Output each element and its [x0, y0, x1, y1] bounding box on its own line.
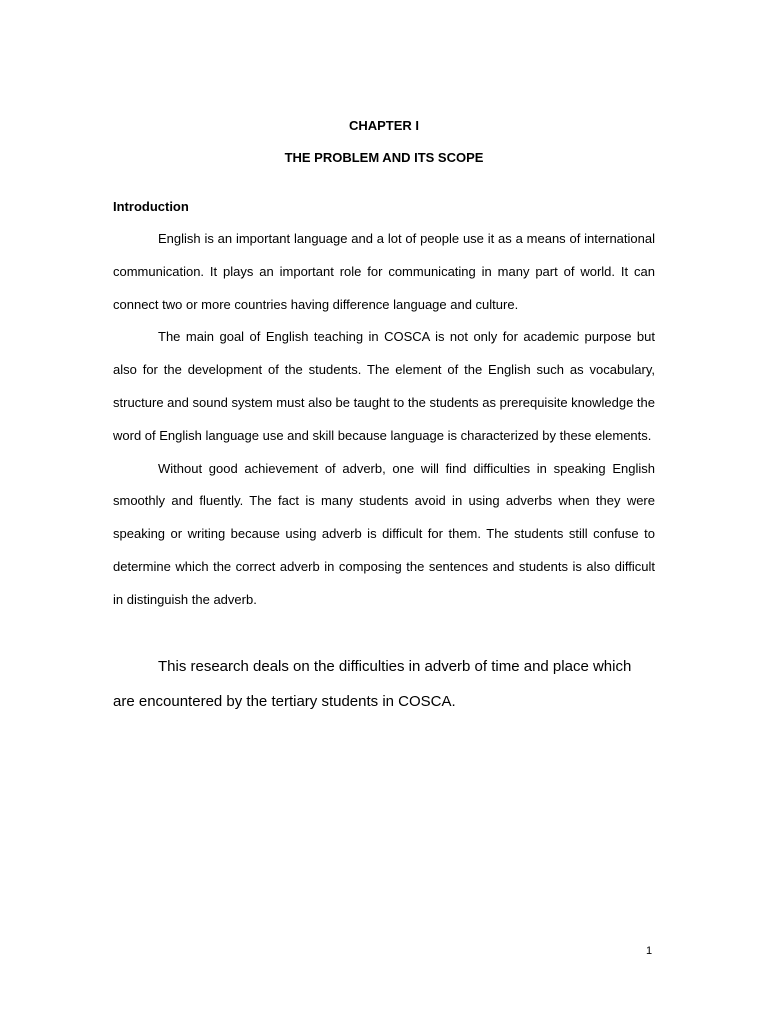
- chapter-title: THE PROBLEM AND ITS SCOPE: [284, 150, 484, 165]
- section-heading: Introduction: [113, 199, 189, 214]
- body-text: [113, 223, 655, 617]
- paragraph-3: Without good achievement of adverb, one will find difficulties in speaking English smoothly and fluently. The fact is many students avoid in using adverbs when they were speaking or writing because using adverb is difficult for them. The students still confuse to determine which the correct adverb in composing the sentences and students is also difficult in distinguish the adverb.: [113, 460, 655, 607]
- chapter-label: CHAPTER I: [348, 118, 420, 133]
- body-text-large: [113, 649, 655, 719]
- paragraph-2: The main goal of English teaching in COSCA is not only for academic purpose but also for the development of the students. The element of the English such as vocabulary, structure and sound system must also be taught to the students as prerequisite knowledge the word of English language use and skill because language is characterized by these elements.: [113, 329, 655, 443]
- page-number: 1: [646, 945, 653, 957]
- paragraph-1: English is an important language and a lot of people use it as a means of international communication. It plays an important role for communicating in many part of world. It can connect two or more countries having difference language and culture.: [113, 231, 655, 312]
- paragraph-4: This research deals on the difficulties in adverb of time and place which are encountered by the tertiary students in COSCA.: [113, 658, 632, 710]
